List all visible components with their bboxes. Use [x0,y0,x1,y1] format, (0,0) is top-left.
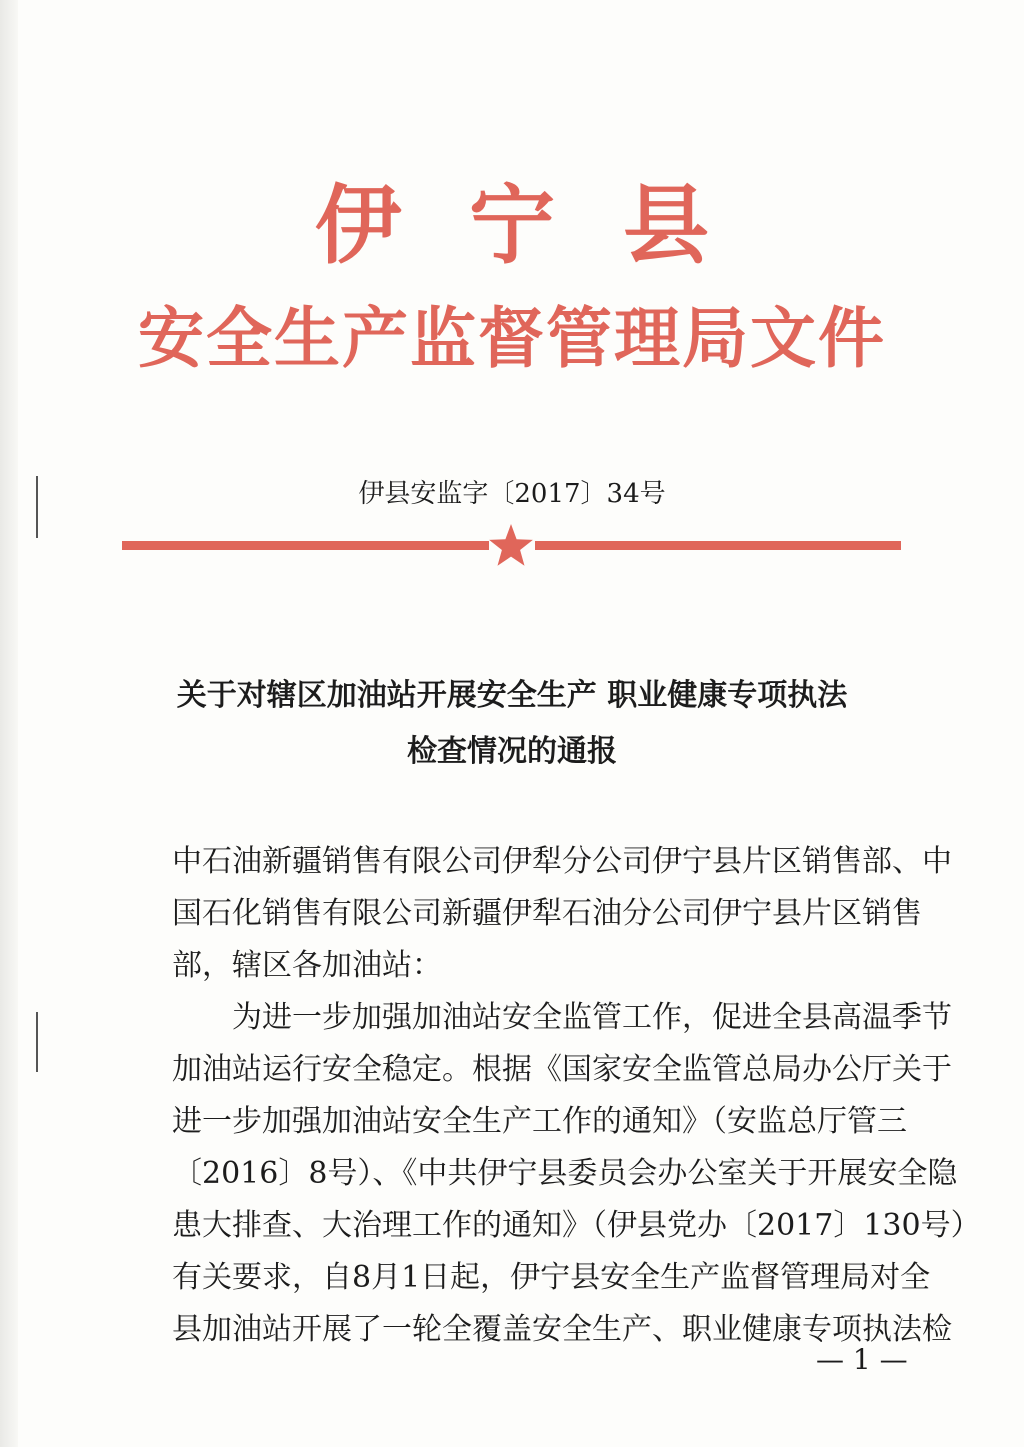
red-rule-left [122,541,489,550]
star-icon [488,522,534,568]
body-line: 有关要求，自8月1日起，伊宁县安全生产监督管理局对全 [172,1260,931,1295]
issuer-name: 伊宁县 [315,175,777,276]
issuer-document-header: 安全生产监督管理局文件 [138,299,886,377]
red-rule-right [535,541,901,550]
body-line: 〔2016〕8号）、《中共伊宁县委员会办公室关于开展安全隐 [172,1156,958,1191]
document-title [90,668,934,780]
body-line: 县加油站开展了一轮全覆盖安全生产、职业健康专项执法检 [172,1312,952,1347]
body-line: 部，辖区各加油站： [172,948,442,983]
body-line: 为进一步加强加油站安全监管工作，促进全县高温季节 [232,1000,952,1035]
body-line: 国石化销售有限公司新疆伊犁石油分公司伊宁县片区销售 [172,896,922,931]
document-body [172,836,981,1356]
body-line: 进一步加强加油站安全生产工作的通知》（安监总厅管三 [172,1104,907,1139]
body-line: 中石油新疆销售有限公司伊犁分公司伊宁县片区销售部、中 [172,844,952,879]
document-title-line: 关于对辖区加油站开展安全生产 职业健康专项执法 [176,678,848,713]
document-number: 伊县安监字〔2017〕34号 [358,479,666,509]
body-line: 患大排查、大治理工作的通知》（伊县党办〔2017〕130号） [172,1208,981,1243]
binding-mark [36,1012,38,1072]
page-number: — 1 — [816,1343,908,1376]
body-line: 加油站运行安全稳定。根据《国家安全监管总局办公厅关于 [172,1052,952,1087]
document-title-line: 检查情况的通报 [407,734,617,769]
